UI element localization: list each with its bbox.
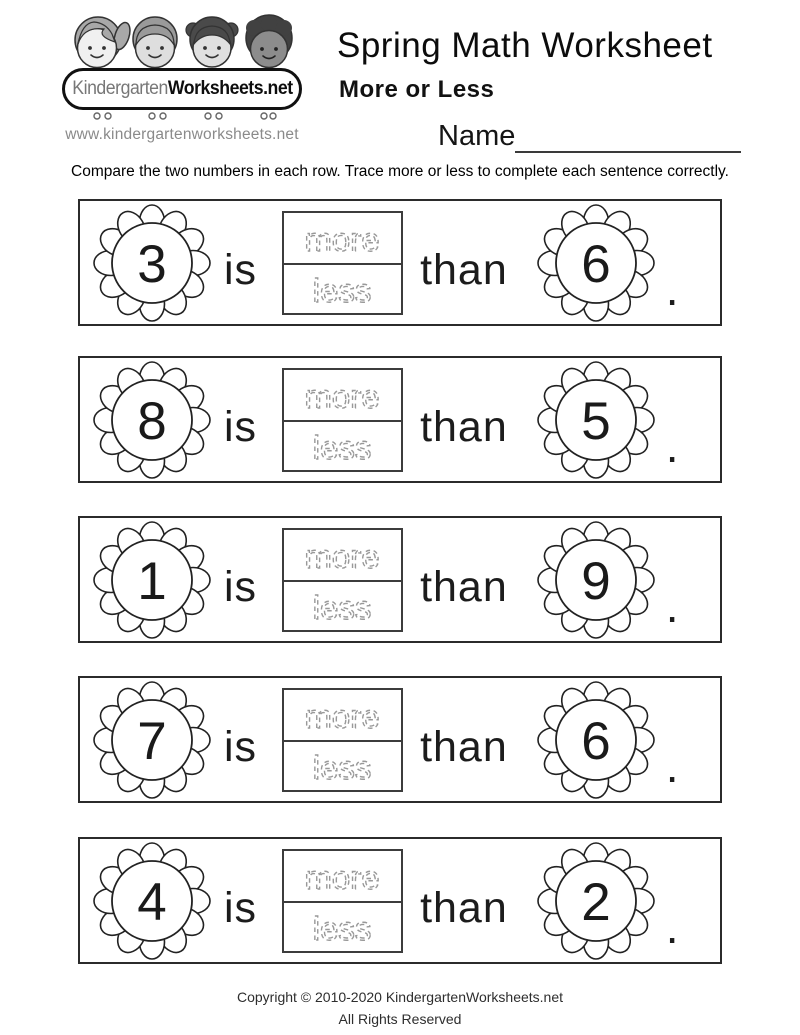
svg-text:3: 3 <box>137 234 167 294</box>
period-label: . <box>665 579 679 632</box>
worksheet-row <box>78 676 722 803</box>
left-flower-number <box>93 521 211 639</box>
svg-text:7: 7 <box>137 711 167 771</box>
left-flower-number <box>93 681 211 799</box>
trace-word-more <box>284 370 401 420</box>
trace-word-icon <box>286 372 399 418</box>
trace-word-icon <box>286 266 399 312</box>
svg-text:more: more <box>304 858 380 896</box>
svg-text:1: 1 <box>137 551 167 611</box>
svg-text:less: less <box>312 428 372 466</box>
left-flower-number <box>93 361 211 479</box>
trace-word-icon <box>286 743 399 789</box>
than-label: than <box>420 884 508 932</box>
footer <box>0 987 800 1030</box>
trace-word-less <box>284 263 401 313</box>
trace-word-more <box>284 530 401 580</box>
more-less-trace-box <box>282 528 403 632</box>
than-label: than <box>420 723 508 771</box>
more-less-trace-box <box>282 211 403 315</box>
trace-word-more <box>284 213 401 263</box>
page-title: Spring Math Worksheet <box>337 26 713 65</box>
period-label: . <box>665 262 679 315</box>
worksheet-row <box>78 837 722 964</box>
is-label: is <box>224 723 258 771</box>
period-label: . <box>665 900 679 953</box>
right-flower-number <box>537 361 655 479</box>
svg-text:4: 4 <box>137 872 167 932</box>
flower-icon <box>537 204 655 322</box>
trace-word-less <box>284 420 401 470</box>
flower-icon <box>93 681 211 799</box>
trace-word-icon <box>286 532 399 578</box>
period-label: . <box>665 419 679 472</box>
flower-icon <box>93 521 211 639</box>
left-flower-number <box>93 842 211 960</box>
right-flower-number <box>537 521 655 639</box>
is-label: is <box>224 403 258 451</box>
worksheet-row <box>78 199 722 326</box>
trace-word-icon <box>286 692 399 738</box>
name-blank-line <box>515 121 741 153</box>
children-heads-icon <box>60 14 304 74</box>
svg-text:6: 6 <box>581 711 611 771</box>
period-label: . <box>665 739 679 792</box>
flower-icon <box>93 361 211 479</box>
worksheet-row <box>78 516 722 643</box>
instructions-text: Compare the two numbers in each row. Trace more or less to complete each sentence correctly. <box>71 163 729 180</box>
svg-text:more: more <box>304 537 380 575</box>
copyright-text: Copyright © 2010-2020 KindergartenWorksheets.net <box>236 989 564 1005</box>
trace-word-more <box>284 690 401 740</box>
flower-icon <box>93 204 211 322</box>
name-field <box>438 120 741 153</box>
is-label: is <box>224 246 258 294</box>
website-url: www.kindergartenworksheets.net <box>65 126 299 143</box>
flower-icon <box>537 842 655 960</box>
svg-text:less: less <box>312 271 372 309</box>
right-flower-number <box>537 204 655 322</box>
logo-banner <box>62 68 302 110</box>
than-label: than <box>420 563 508 611</box>
svg-text:9: 9 <box>581 551 611 611</box>
trace-word-icon <box>286 904 399 950</box>
svg-text:less: less <box>312 588 372 626</box>
flower-icon <box>537 361 655 479</box>
trace-word-less <box>284 740 401 790</box>
trace-word-less <box>284 580 401 630</box>
rights-text: All Rights Reserved <box>338 1010 462 1027</box>
svg-text:2: 2 <box>581 872 611 932</box>
svg-text:more: more <box>304 220 380 258</box>
svg-text:less: less <box>312 909 372 947</box>
flower-icon <box>537 681 655 799</box>
trace-word-more <box>284 851 401 901</box>
svg-text:more: more <box>304 377 380 415</box>
name-label: Name <box>438 120 516 152</box>
trace-word-less <box>284 901 401 951</box>
is-label: is <box>224 563 258 611</box>
flower-icon <box>537 521 655 639</box>
right-flower-number <box>537 681 655 799</box>
left-flower-number <box>93 204 211 322</box>
svg-text:5: 5 <box>581 391 611 451</box>
worksheet-row <box>78 356 722 483</box>
more-less-trace-box <box>282 849 403 953</box>
svg-text:8: 8 <box>137 391 167 451</box>
svg-text:6: 6 <box>581 234 611 294</box>
page-subtitle: More or Less <box>339 76 495 103</box>
than-label: than <box>420 246 508 294</box>
is-label: is <box>224 884 258 932</box>
right-flower-number <box>537 842 655 960</box>
trace-word-icon <box>286 583 399 629</box>
than-label: than <box>420 403 508 451</box>
flower-icon <box>93 842 211 960</box>
trace-word-icon <box>286 215 399 261</box>
svg-text:less: less <box>312 748 372 786</box>
site-logo <box>60 14 304 150</box>
trace-word-icon <box>286 853 399 899</box>
children-feet-icon <box>60 110 304 124</box>
more-less-trace-box <box>282 688 403 792</box>
svg-text:more: more <box>304 697 380 735</box>
more-less-trace-box <box>282 368 403 472</box>
logo-site-name: KindergartenWorksheets.net <box>71 78 293 99</box>
trace-word-icon <box>286 423 399 469</box>
